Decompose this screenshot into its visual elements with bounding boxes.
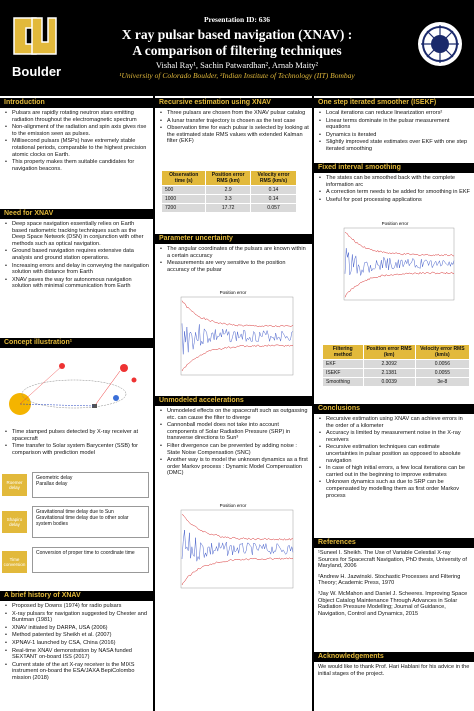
conclusion-bullet: • Recursive estimation techniques can estimate uncertainties in pulsar position as opposed to absolute navigation [318, 444, 471, 464]
history-bullet: • XNAV initiated by DARPA, USA (2006) [4, 625, 150, 632]
conclusion-bullet: • Unknown dynamics such as due to SRP can be compensated by modelling them as first order Markov process [318, 479, 471, 499]
history-bullet: • Proposed by Downs (1974) for radio pulsars [4, 603, 150, 610]
param-unc-bullet: • Measurements are very sensitive to the position accuracy of the pulsar [159, 260, 309, 273]
unmodeled-heading: Unmodeled accelerations [155, 396, 312, 406]
smoothing-error-plot [332, 218, 458, 308]
conclusion-bullet: • Accuracy is limited by measurement noise in the X-ray receivers [318, 430, 471, 443]
history-bullet: • X-ray pulsars for navigation suggested by Chester and Buntman (1981) [4, 611, 150, 624]
param-unc-bullet: • The angular coordinates of the pulsars are known within a certain accuracy [159, 246, 309, 259]
flow-step-time-conversion: Time conversion [2, 551, 27, 573]
observation-time-table [161, 170, 297, 213]
affiliations: ¹University of Colorado Boulder, ²Indian Institute of Technology (IIT) Bombay [119, 71, 355, 80]
recursive-heading: Recursive estimation using XNAV [155, 98, 312, 108]
intro-bullet: • Pulsars are rapidly rotating neutron stars emitting radiation throughout the electromagnetic spectrum [4, 110, 150, 123]
flow-box-time-conversion [32, 547, 149, 573]
table-row: 1000 3.3 0.14 [162, 195, 297, 204]
history-body [4, 603, 150, 683]
fixed-bullet: • Useful for post processing applications [318, 197, 471, 204]
recursive-bullet: • A lunar transfer trajectory is chosen as the test case [159, 118, 309, 125]
table-header: Position error RMS (km) [363, 345, 415, 360]
table-header: Observation time (s) [162, 171, 206, 186]
conclusions-body [318, 416, 471, 500]
need-bullet: • Deep space navigation essentially relies on Earth based radiometric tracking techniques such as the Deep Space Network (DSN) in conjunction with other methods such as optical navigation. [4, 221, 150, 247]
references-heading: References [314, 538, 474, 548]
concept-body [4, 429, 150, 457]
history-bullet: • Method patented by Sheikh et al. (2007) [4, 632, 150, 639]
unmodeled-body [159, 408, 309, 478]
table-row: EKF 2.3092 0.0056 [323, 360, 470, 369]
recursive-bullet: • Observation time for each pulsar is selected by looking at the estimated state RMS values with extended Kalman filter (EKF) [159, 125, 309, 145]
poster-title-line1: X ray pulsar based navigation (XNAV) : [121, 27, 353, 42]
fixed-body [318, 175, 471, 204]
need-heading: Need for XNAV [0, 209, 153, 219]
reference-item: ²Andrew H. Jazwinski. Stochastic Processes and Filtering Theory; Academic Press, 1970 [318, 573, 461, 587]
iterated-body [318, 110, 471, 154]
iterated-bullet: • Linear terms dominate in the pulsar measurement equations [318, 118, 471, 131]
table-row: ISEKF 2.1381 0.0055 [323, 369, 470, 378]
iterated-bullet: • Slightly improved state estimates over EKF with one step iterated smoothing [318, 139, 471, 152]
table-row: 7200 17.72 0.057 [162, 204, 297, 213]
iterated-bullet: • Dynamics is iterated [318, 132, 471, 139]
earth-icon [113, 395, 119, 401]
introduction-body [4, 110, 150, 173]
fixed-bullet: • The states can be smoothed back with the complete information arc [318, 175, 471, 188]
table-header: Velocity error RMS (km/s) [415, 345, 469, 360]
cu-boulder-wordmark: Boulder [12, 64, 62, 79]
ack-body: We would like to thank Prof. Hari Hablani for his advice in the initial stages of the project. [318, 664, 470, 677]
history-bullet: • Real-time XNAV demonstration by NASA funded SEXTANT on-board ISS (2017) [4, 648, 150, 661]
conclusions-heading: Conclusions [314, 404, 474, 414]
flow-item: Conversion of proper time to coordinate time [36, 550, 135, 556]
flow-box-shapiro [32, 506, 149, 538]
iterated-heading: One step iterated smoother (ISEKF) [314, 98, 474, 108]
reference-item: ¹Suneel I. Sheikh. The Use of Variable Celestial X-ray Sources for Spacecraft Navigation, PhD thesis, University of Maryland, 2006 [318, 550, 467, 570]
concept-illustration [4, 354, 150, 426]
ack-heading: Acknowledgements [314, 652, 474, 662]
need-bullet: • XNAV paves the way for autonomous navigation solution with minimal communication from Earth [4, 277, 150, 290]
unmodeled-bullet: • Cannonball model does not take into account components of Solar Radiation Pressure (SRP) in transverse directions to Sun³ [159, 422, 309, 442]
reference-item: ³Jay W. McMahon and Daniel J. Scheeres. Improving Space Object Catalog Maintenance Through Advances in Solar Radiation Pressure Modelling; Journal of Guidance, Navigation, Control and Dynamics, 2015 [318, 590, 468, 617]
conclusion-bullet: • In case of high initial errors, a few local iterations can be carried out in the beginning to improve estimates [318, 465, 471, 478]
column-middle [155, 96, 312, 711]
recursive-bullet: • Three pulsars are chosen from the XNAV pulsar catalog [159, 110, 309, 117]
unmodeled-error-plot-snc [169, 500, 297, 596]
history-bullet: • Current state of the art X-ray receiver is the MIXS instrument on-board the ESA/JAXA BepiColombo mission (2018) [4, 662, 150, 682]
flow-item: Parallax delay [36, 481, 68, 487]
iterated-bullet: • Local iterations can reduce linearization errors² [318, 110, 471, 117]
intro-bullet: • Millisecond pulsars (MSPs) have extremely stable rotational periods, comparable to the highest precision atomic clocks on Earth. [4, 138, 150, 158]
delay-flowchart [2, 470, 151, 582]
intro-bullet: • This property makes them suitable candidates for navigation beacons. [4, 159, 150, 172]
plot-title: Position error [219, 290, 247, 295]
unmodeled-bullet: • Filter divergence can be prevented by adding noise : State Noise Compensation (SNC) [159, 443, 309, 456]
concept-bullet: • Time stamped pulses detected by X-ray receiver at spacecraft [4, 429, 150, 442]
unmodeled-bullet: • Unmodeled effects on the spacecraft such as outgassing etc. can cause the filter to diverge [159, 408, 309, 421]
pulsar-icon [132, 378, 137, 383]
table-row: 500 2.9 0.14 [162, 186, 297, 195]
need-bullet: • Increasing errors and delay in conveying the navigation solution with distance from Earth [4, 263, 150, 276]
need-body [4, 221, 150, 291]
plot-title: Position error [381, 221, 409, 226]
author-list: Vishal Ray¹, Sachin Patwardhan², Arnab Maity² [155, 60, 319, 70]
recursive-body [159, 110, 309, 146]
need-bullet: • Ground based navigation requires extensive data analysis and ground station operations. [4, 248, 150, 261]
iit-bombay-logo-icon [416, 20, 464, 68]
flow-box-roemer [32, 472, 149, 498]
history-heading: A brief history of XNAV [0, 591, 153, 601]
flow-item: Geometric delay [36, 475, 73, 481]
flow-step-roemer: Roemer delay [2, 474, 27, 496]
introduction-heading: Introduction [0, 98, 153, 108]
table-header: Filtering method [323, 345, 364, 360]
column-right [314, 96, 474, 711]
fixed-heading: Fixed interval smoothing [314, 163, 474, 173]
column-left [0, 96, 153, 711]
param-unc-heading: Parameter uncertainty [155, 234, 312, 244]
flow-item: Gravitational time delay due to other solar system bodies [36, 515, 129, 527]
fixed-bullet: • A correction term needs to be added for smoothing in EKF [318, 189, 471, 196]
history-bullet: • XPNAV-1 launched by CSA, China (2016) [4, 640, 150, 647]
unmodeled-bullet: • Another way is to model the unknown dynamics as a first order Markov process : Dynamic Model Compensation (DMC) [159, 457, 309, 477]
poster-title-line2: A comparison of filtering techniques [132, 43, 342, 58]
poster-header [0, 0, 474, 96]
covariance-plot [169, 604, 297, 700]
param-error-plot [169, 287, 297, 383]
param-unc-body [159, 246, 309, 274]
plot-title: Position error [219, 503, 247, 508]
filtering-method-table [322, 344, 470, 387]
table-row: Smoothing 0.0039 3e-8 [323, 378, 470, 387]
concept-bullet: • Time transfer to Solar system Barycenter (SSB) for comparison with prediction model [4, 443, 150, 456]
intro-bullet: • Non-alignment of the radiation and spin axis gives rise to the emission seen as pulses. [4, 124, 150, 137]
flow-item: Gravitational time delay due to Sun [36, 509, 114, 515]
table-header: Position error RMS (km) [206, 171, 251, 186]
table-header: Velocity error RMS (km/s) [250, 171, 296, 186]
references-body [318, 550, 471, 621]
presentation-id: Presentation ID: 636 [203, 15, 271, 24]
flow-step-shapiro: Shapiro delay [2, 511, 27, 533]
concept-heading: Concept illustration¹ [0, 338, 153, 348]
conclusion-bullet: • Recursive estimation using XNAV can achieve errors in the order of a kilometer [318, 416, 471, 429]
pulsar-icon [120, 364, 128, 372]
